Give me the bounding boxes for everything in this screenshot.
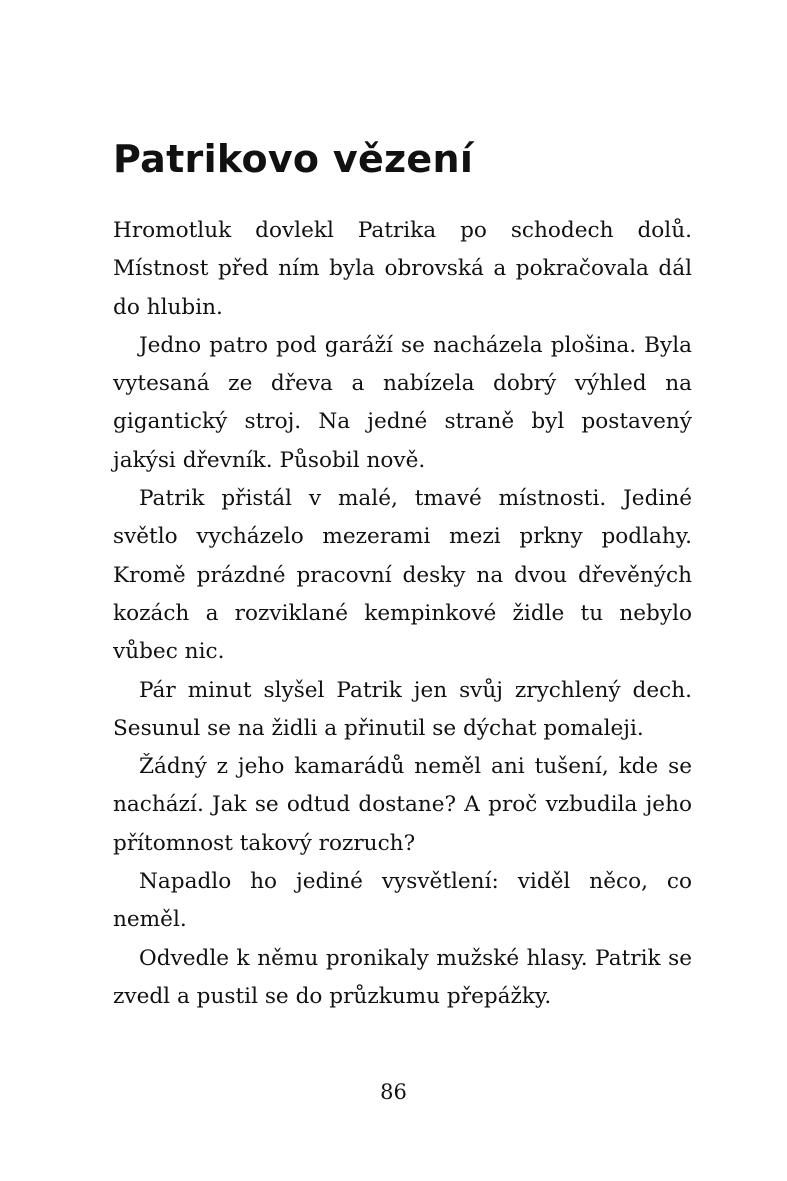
paragraph: Jedno patro pod garáží se nacházela plošina. Byla vytesaná ze dřeva a nabízela dobrý výhled na gigantický stroj. Na jedné straně byl postavený jakýsi dřevník. Působil nově. (113, 332, 692, 473)
chapter-title: Patrikovo vězení (113, 137, 474, 181)
paragraph: Odvedle k němu pronikaly mužské hlasy. Patrik se zvedl a pustil se do průzkumu přepážky. (113, 945, 692, 1009)
paragraph: Hromotluk dovlekl Patrika po schodech dolů. Místnost před ním byla obrovská a pokračovala dál do hlubin. (113, 218, 692, 320)
paragraph: Patrik přistál v malé, tmavé místnosti. Jediné světlo vycházelo mezerami mezi prkny podlahy. Kromě prázdné pracovní desky na dvou dřevěných kozách a rozviklané kempinkové židle tu nebylo vůbec nic. (113, 486, 692, 665)
page-number: 86 (380, 1080, 407, 1104)
paragraph: Pár minut slyšel Patrik jen svůj zrychlený dech. Sesunul se na židli a přinutil se dýchat pomaleji. (113, 677, 692, 741)
paragraph: Napadlo ho jediné vysvětlení: viděl něco, co neměl. (113, 869, 692, 933)
body-text (113, 212, 692, 1016)
paragraph: Žádný z jeho kamarádů neměl ani tušení, kde se nachází. Jak se odtud dostane? A proč vzbudila jeho přítomnost takový rozruch? (113, 754, 692, 856)
